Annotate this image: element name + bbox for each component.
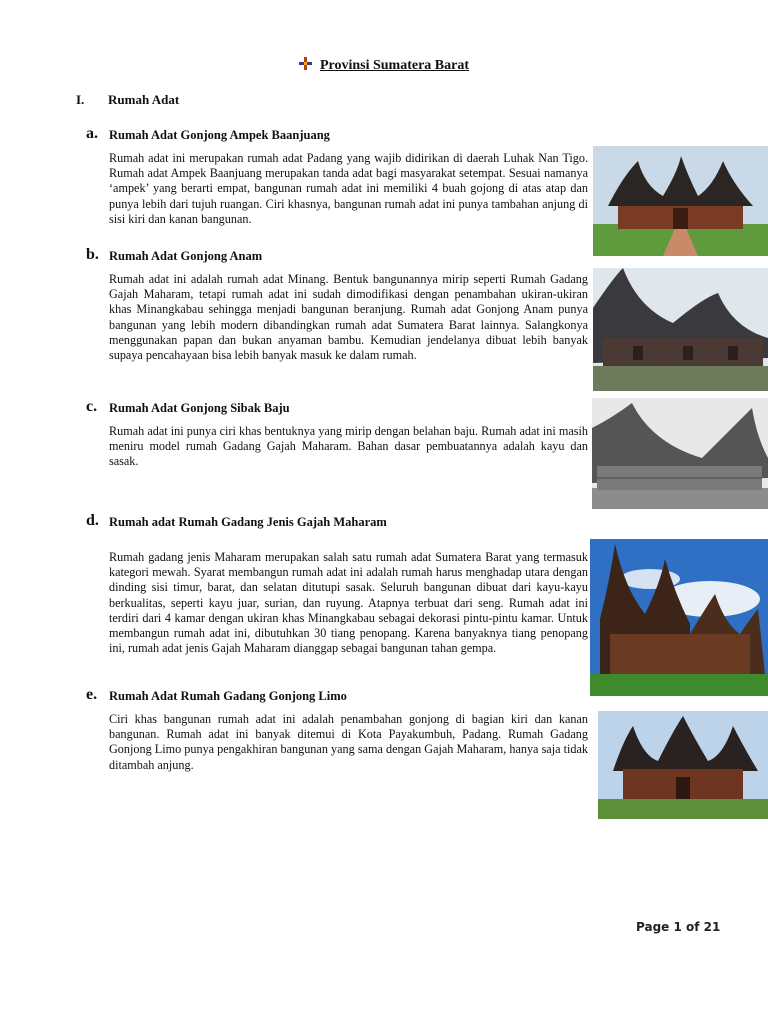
item-heading: Rumah adat Rumah Gadang Jenis Gajah Maharam [109,515,387,529]
item-letter: a. [86,125,98,142]
item-text: Ciri khas bangunan rumah adat ini adalah penambahan gonjong di bagian kiri dan kanan bangunan. Rumah adat ini banyak ditemui di Kota Payakumbuh, Padang. Rumah Gadang Gonjong Limo punya pengakhiran bangunan yang sama dengan Gajah Maharam, hanya saja tidak ditambah anjung. [109,712,588,772]
house-photo [590,539,768,696]
section-number: I. [76,92,85,107]
cross-bullet-icon [299,57,312,70]
item-text: Rumah adat ini adalah rumah adat Minang. Bentuk bangunannya mirip seperti Rumah Gadang Gajah Maharam, tetapi rumah adat ini sudah dimodifikasi dengan penambahan ukiran-ukiran khas Minangkabau sehingga menjadi bangunan beranjung. Rumah adat Gonjong Anam punya bangunan yang lebih modern dibandingkan rumah adat Sumatera Barat lainnya. Salangkonya menggunakan papan dan bukan anyaman bambu. Kemudian jendelanya dibuat lebih banyak supaya pencahayaan bisa lebih banyak masuk ke dalam rumah. [109,272,588,363]
item-letter: d. [86,512,99,529]
house-photo [593,146,768,256]
item-heading: Rumah Adat Gonjong Anam [109,249,263,263]
title-row [0,56,768,74]
list-item [86,512,588,656]
house-photo [592,398,768,509]
item-heading: Rumah Adat Rumah Gadang Gonjong Limo [109,689,347,703]
item-letter: c. [86,398,98,415]
list-item [86,686,588,773]
list-item [86,125,588,227]
item-heading: Rumah Adat Gonjong Ampek Baanjuang [109,128,330,142]
house-photo [593,268,768,391]
page-number: Page 1 of 21 [636,920,721,934]
item-text: Rumah gadang jenis Maharam merupakan salah satu rumah adat Sumatera Barat yang termasuk kategori mewah. Syarat membangun rumah adat ini adalah rumah harus menghadap utara dengan dinding sisi timur, barat, dan selatan ditutupi sasak. Seluruh bangunan dibuat dari kayu-kayu berkualitas, seperti kayu juar, surian, dan ruyung. Atapnya terbuat dari seng. Rumah adat ini terdiri dari 4 kamar dengan ukiran khas Minangkabau sebagai dekorasi pintu-pintu kamar. Untuk membangun rumah adat ini, dibutuhkan 30 tiang penopang. Karena banyaknya tiang penopang ini, rumah adat jenis Gajah Maharam dianggap sebagai bangunan tahan gempa. [109,550,588,656]
section-heading [76,92,179,108]
page-title: Provinsi Sumatera Barat [319,58,470,73]
item-text: Rumah adat ini punya ciri khas bentuknya yang mirip dengan belahan baju. Rumah adat ini masih meniru model rumah Gadang Gajah Maharam. Bahan dasar pembuatannya adalah kayu dan sasak. [109,424,588,469]
item-text: Rumah adat ini merupakan rumah adat Padang yang wajib didirikan di daerah Luhak Nan Tigo. Rumah adat Ampek Baanjuang merupakan tanda adat bagi masyarakat setempat. Sesuai namanya ‘ampek’ yang berarti empat, bangunan rumah adat ini memiliki 4 buah gojong di atas atap dan punya lebih dari tujuh ruangan. Ciri khasnya, bangunan rumah adat ini punya tambahan anjung di sisi kiri dan kanan bangunan. [109,151,588,226]
item-letter: e. [86,686,98,703]
house-photo [598,711,768,819]
item-letter: b. [86,246,99,263]
list-item [86,398,588,470]
list-item [86,246,588,363]
section-title: Rumah Adat [108,92,180,107]
item-heading: Rumah Adat Gonjong Sibak Baju [109,401,290,415]
